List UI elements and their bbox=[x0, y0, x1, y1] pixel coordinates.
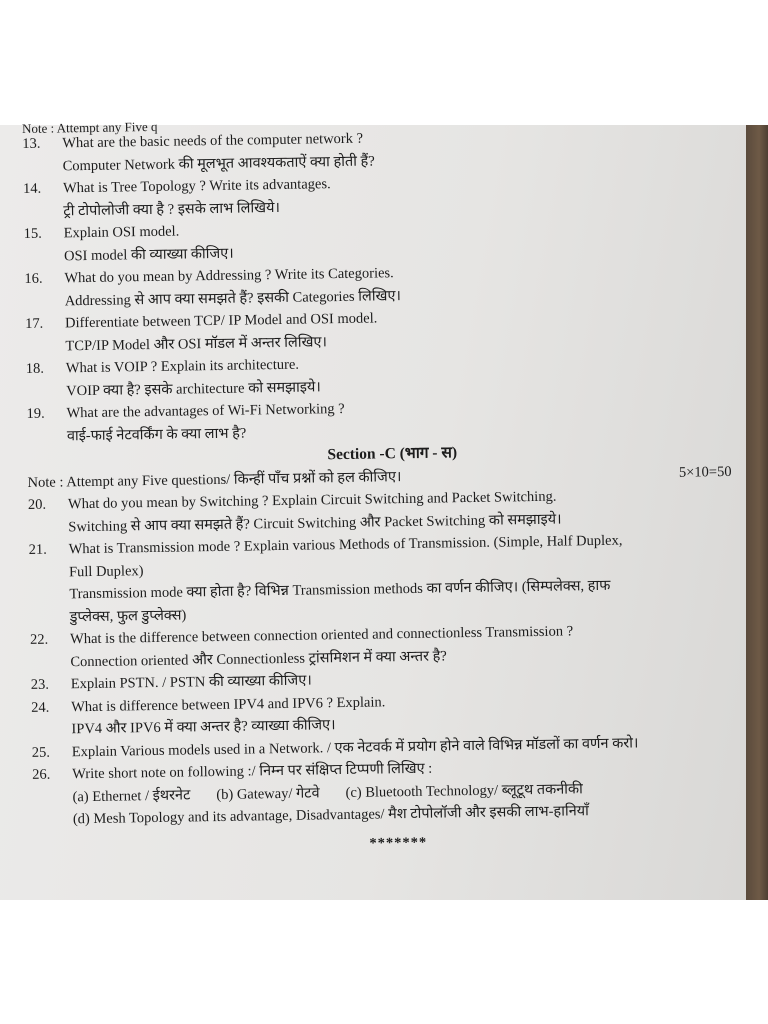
question-line: Full Duplex) bbox=[68, 562, 144, 580]
wooden-surface-edge bbox=[746, 125, 768, 900]
question-26 bbox=[32, 752, 763, 831]
question-text-hi: वाई-फाई नेटवर्किंग के क्या लाभ है? bbox=[66, 425, 247, 444]
question-number: 15. bbox=[23, 225, 42, 242]
short-note-c: (c) Bluetooth Technology/ ब्लूटूथ तकनीकी bbox=[345, 780, 584, 801]
question-number: 16. bbox=[24, 270, 43, 287]
question-line: Explain Various models used in a Network. / एक नेटवर्क में प्रयोग होने वाले विभिन्न मॉडलों का वर्णन करो। bbox=[71, 734, 639, 760]
question-text-en: What is VOIP ? Explain its architecture. bbox=[65, 356, 300, 377]
question-number: 23. bbox=[30, 676, 50, 693]
short-note-b: (b) Gateway/ गेटवे bbox=[216, 784, 320, 803]
question-line: Explain PSTN. / PSTN की व्याख्या कीजिए। bbox=[70, 672, 312, 693]
question-number: 24. bbox=[31, 699, 50, 716]
question-line: Write short note on following :/ निम्न पर संक्षिप्त टिप्पणी लिखिए : bbox=[72, 760, 433, 783]
partial-note: Note : Attempt any Five q bbox=[21, 118, 158, 136]
question-text-hi: Computer Network की मूलभूत आवश्यकताऐं क्या होती हैं? bbox=[62, 152, 375, 174]
question-number: 13. bbox=[22, 135, 41, 152]
question-number: 22. bbox=[29, 631, 49, 648]
question-line: What do you mean by Switching ? Explain Circuit Switching and Packet Switching. bbox=[67, 488, 557, 513]
question-text-hi: OSI model की व्याख्या कीजिए। bbox=[63, 245, 234, 264]
section-c-marks: 5×10=50 bbox=[678, 463, 732, 481]
question-text-en: What are the advantages of Wi-Fi Networking ? bbox=[66, 400, 345, 422]
paper-content bbox=[22, 114, 763, 860]
question-number: 18. bbox=[25, 360, 45, 377]
exam-paper bbox=[0, 118, 768, 900]
question-text-en: What are the basic needs of the computer network ? bbox=[62, 130, 364, 152]
question-number: 20. bbox=[27, 496, 47, 513]
end-of-paper-mark: ******* bbox=[369, 834, 428, 852]
question-number: 21. bbox=[28, 541, 47, 558]
question-number: 25. bbox=[31, 744, 51, 761]
question-line: What is the difference between connection oriented and connectionless Transmission ? bbox=[69, 623, 574, 648]
short-note-d: (d) Mesh Topology and its advantage, Disadvantages/ मैश टोपोलॉजी और इसकी लाभ-हानियाँ bbox=[72, 803, 590, 828]
question-line: What is Transmission mode ? Explain various Methods of Transmission. (Simple, Half Duplex, bbox=[68, 532, 623, 558]
question-text-en: What do you mean by Addressing ? Write its Categories. bbox=[64, 265, 394, 287]
question-line: Switching से आप क्या समझते हैं? Circuit Switching और Packet Switching को समझाइये। bbox=[68, 511, 562, 535]
short-note-a: (a) Ethernet / ईथरनेट bbox=[72, 786, 191, 805]
question-line: Transmission mode क्या होता है? विभिन्न Transmission methods का वर्णन कीजिए। (सिम्पलेक्स, हाफ bbox=[69, 577, 611, 603]
question-text-en: What is Tree Topology ? Write its advantages. bbox=[62, 176, 331, 197]
question-text-hi: VOIP क्या है? इसके architecture को समझाइये। bbox=[66, 378, 321, 399]
question-text-hi: ट्री टोपोलोजी क्या है ? इसके लाभ लिखिये। bbox=[63, 199, 281, 219]
question-text-hi: TCP/IP Model और OSI मॉडल में अन्तर लिखिए। bbox=[65, 333, 328, 354]
question-number: 17. bbox=[25, 315, 44, 332]
section-c-note: Note : Attempt any Five questions/ किन्हीं पाँच प्रश्नों को हल कीजिए। bbox=[27, 468, 402, 491]
question-text-en: Differentiate between TCP/ IP Model and OSI model. bbox=[64, 310, 378, 332]
question-line: What is difference between IPV4 and IPV6 ? Explain. bbox=[71, 693, 386, 715]
question-number: 14. bbox=[22, 180, 42, 197]
question-line: Connection oriented और Connectionless ट्रांसमिशन में क्या अन्तर है? bbox=[70, 647, 447, 670]
question-line: IPV4 और IPV6 में क्या अन्तर है? व्याख्या कीजिए। bbox=[71, 717, 336, 738]
question-number: 26. bbox=[32, 766, 51, 783]
question-21 bbox=[29, 527, 760, 628]
question-text-hi: Addressing से आप क्या समझते हैं? इसकी Categories लिखिए। bbox=[64, 287, 402, 309]
section-c-heading: Section -C (भाग - स) bbox=[327, 444, 458, 464]
question-number: 19. bbox=[26, 405, 45, 422]
question-text-en: Explain OSI model. bbox=[63, 223, 180, 242]
question-line: डुप्लेक्स, फुल डुप्लेक्स) bbox=[69, 606, 187, 625]
